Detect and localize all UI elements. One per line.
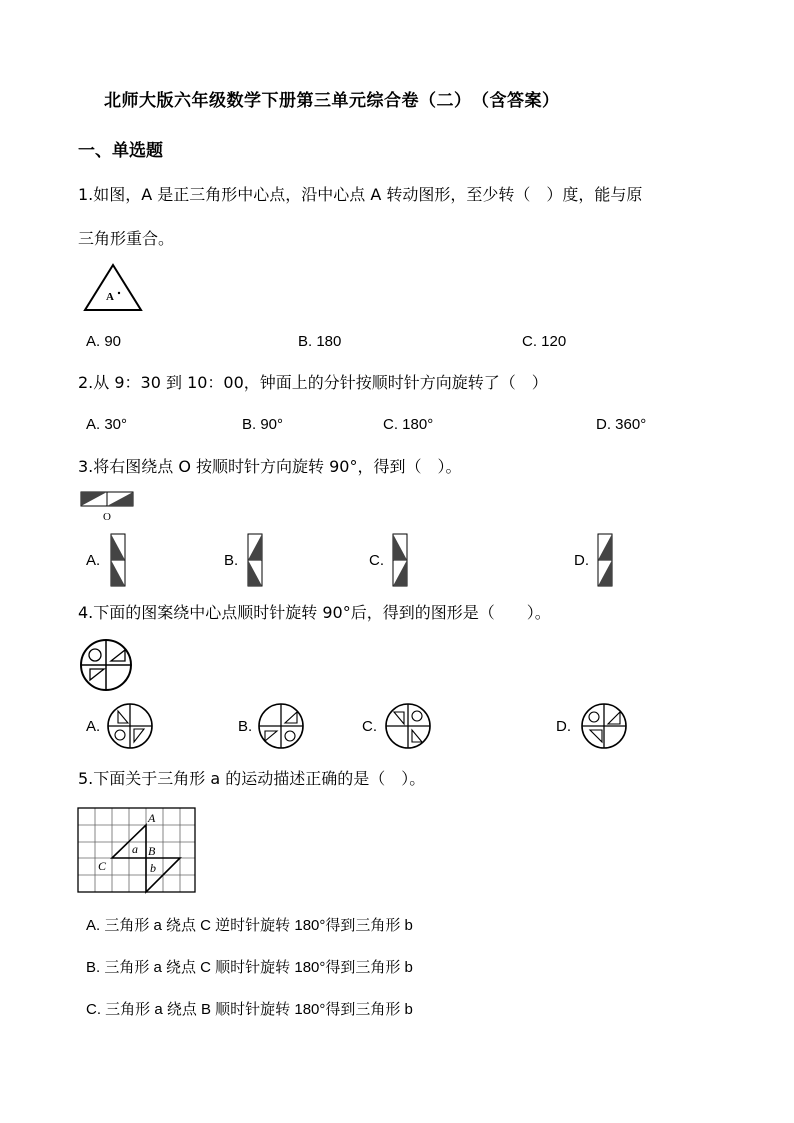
circle-pattern-figure bbox=[78, 637, 134, 693]
q1-option-b[interactable]: B. 180 bbox=[298, 333, 342, 350]
q5-option-a[interactable]: A. 三角形 a 绕点 C 逆时针旋转 180°得到三角形 b bbox=[86, 917, 413, 934]
page-title: 北师大版六年级数学下册第三单元综合卷（二） （含答案） bbox=[104, 91, 560, 111]
q4-option-a-figure[interactable] bbox=[106, 702, 154, 750]
q5-option-b[interactable]: B. 三角形 a 绕点 C 顺时针旋转 180°得到三角形 b bbox=[86, 959, 413, 976]
q2-option-a[interactable]: A. 30° bbox=[86, 416, 128, 433]
question-1-text-line1: 1.如图，A 是正三角形中心点，沿中心点 A 转动图形，至少转（ ）度，能与原 bbox=[78, 185, 643, 204]
q1-option-c[interactable]: C. 120 bbox=[522, 333, 567, 350]
point-o-label: O bbox=[103, 511, 111, 523]
q4-option-d-figure[interactable] bbox=[580, 702, 628, 750]
grid-label-A: A bbox=[148, 811, 156, 825]
q3-option-d[interactable]: D. bbox=[574, 552, 589, 569]
q3-option-a[interactable]: A. bbox=[86, 552, 101, 569]
q1-option-a[interactable]: A. 90 bbox=[86, 333, 122, 350]
grid-label-a: a bbox=[132, 842, 138, 856]
triangle-figure bbox=[82, 262, 144, 314]
question-5-text: 5.下面关于三角形 a 的运动描述正确的是（ ）。 bbox=[78, 769, 426, 788]
q3-option-c[interactable]: C. bbox=[369, 552, 384, 569]
q2-option-d[interactable]: D. 360° bbox=[596, 416, 647, 433]
q4-option-d[interactable]: D. bbox=[556, 718, 571, 735]
q3-option-a-figure[interactable] bbox=[110, 533, 126, 587]
grid-figure bbox=[76, 806, 198, 896]
question-2-text: 2.从 9：30 到 10：00，钟面上的分针按顺时针方向旋转了（ ） bbox=[78, 373, 548, 392]
q4-option-b-figure[interactable] bbox=[257, 702, 305, 750]
q2-option-b[interactable]: B. 90° bbox=[242, 416, 284, 433]
q3-option-d-figure[interactable] bbox=[597, 533, 613, 587]
q3-option-b[interactable]: B. bbox=[224, 552, 239, 569]
q5-option-c[interactable]: C. 三角形 a 绕点 B 顺时针旋转 180°得到三角形 b bbox=[86, 1001, 413, 1018]
grid-label-B: B bbox=[148, 844, 156, 858]
q4-option-c-figure[interactable] bbox=[384, 702, 432, 750]
question-1-text-line2: 三角形重合。 bbox=[78, 229, 175, 248]
q4-option-b[interactable]: B. bbox=[238, 718, 253, 735]
rectangle-figure bbox=[80, 490, 136, 524]
question-3-text: 3.将右图绕点 O 按顺时针方向旋转 90°，得到（ ）。 bbox=[78, 457, 462, 476]
section-heading: 一、单选题 bbox=[78, 141, 163, 161]
grid-label-b: b bbox=[150, 861, 156, 875]
q4-option-a[interactable]: A. bbox=[86, 718, 101, 735]
question-4-text: 4.下面的图案绕中心点顺时针旋转 90°后，得到的图形是（ ）。 bbox=[78, 603, 551, 622]
q2-option-c[interactable]: C. 180° bbox=[383, 416, 434, 433]
q3-option-b-figure[interactable] bbox=[247, 533, 263, 587]
q4-option-c[interactable]: C. bbox=[362, 718, 377, 735]
triangle-center-label: A bbox=[106, 291, 114, 303]
q3-option-c-figure[interactable] bbox=[392, 533, 408, 587]
grid-label-C: C bbox=[98, 859, 107, 873]
